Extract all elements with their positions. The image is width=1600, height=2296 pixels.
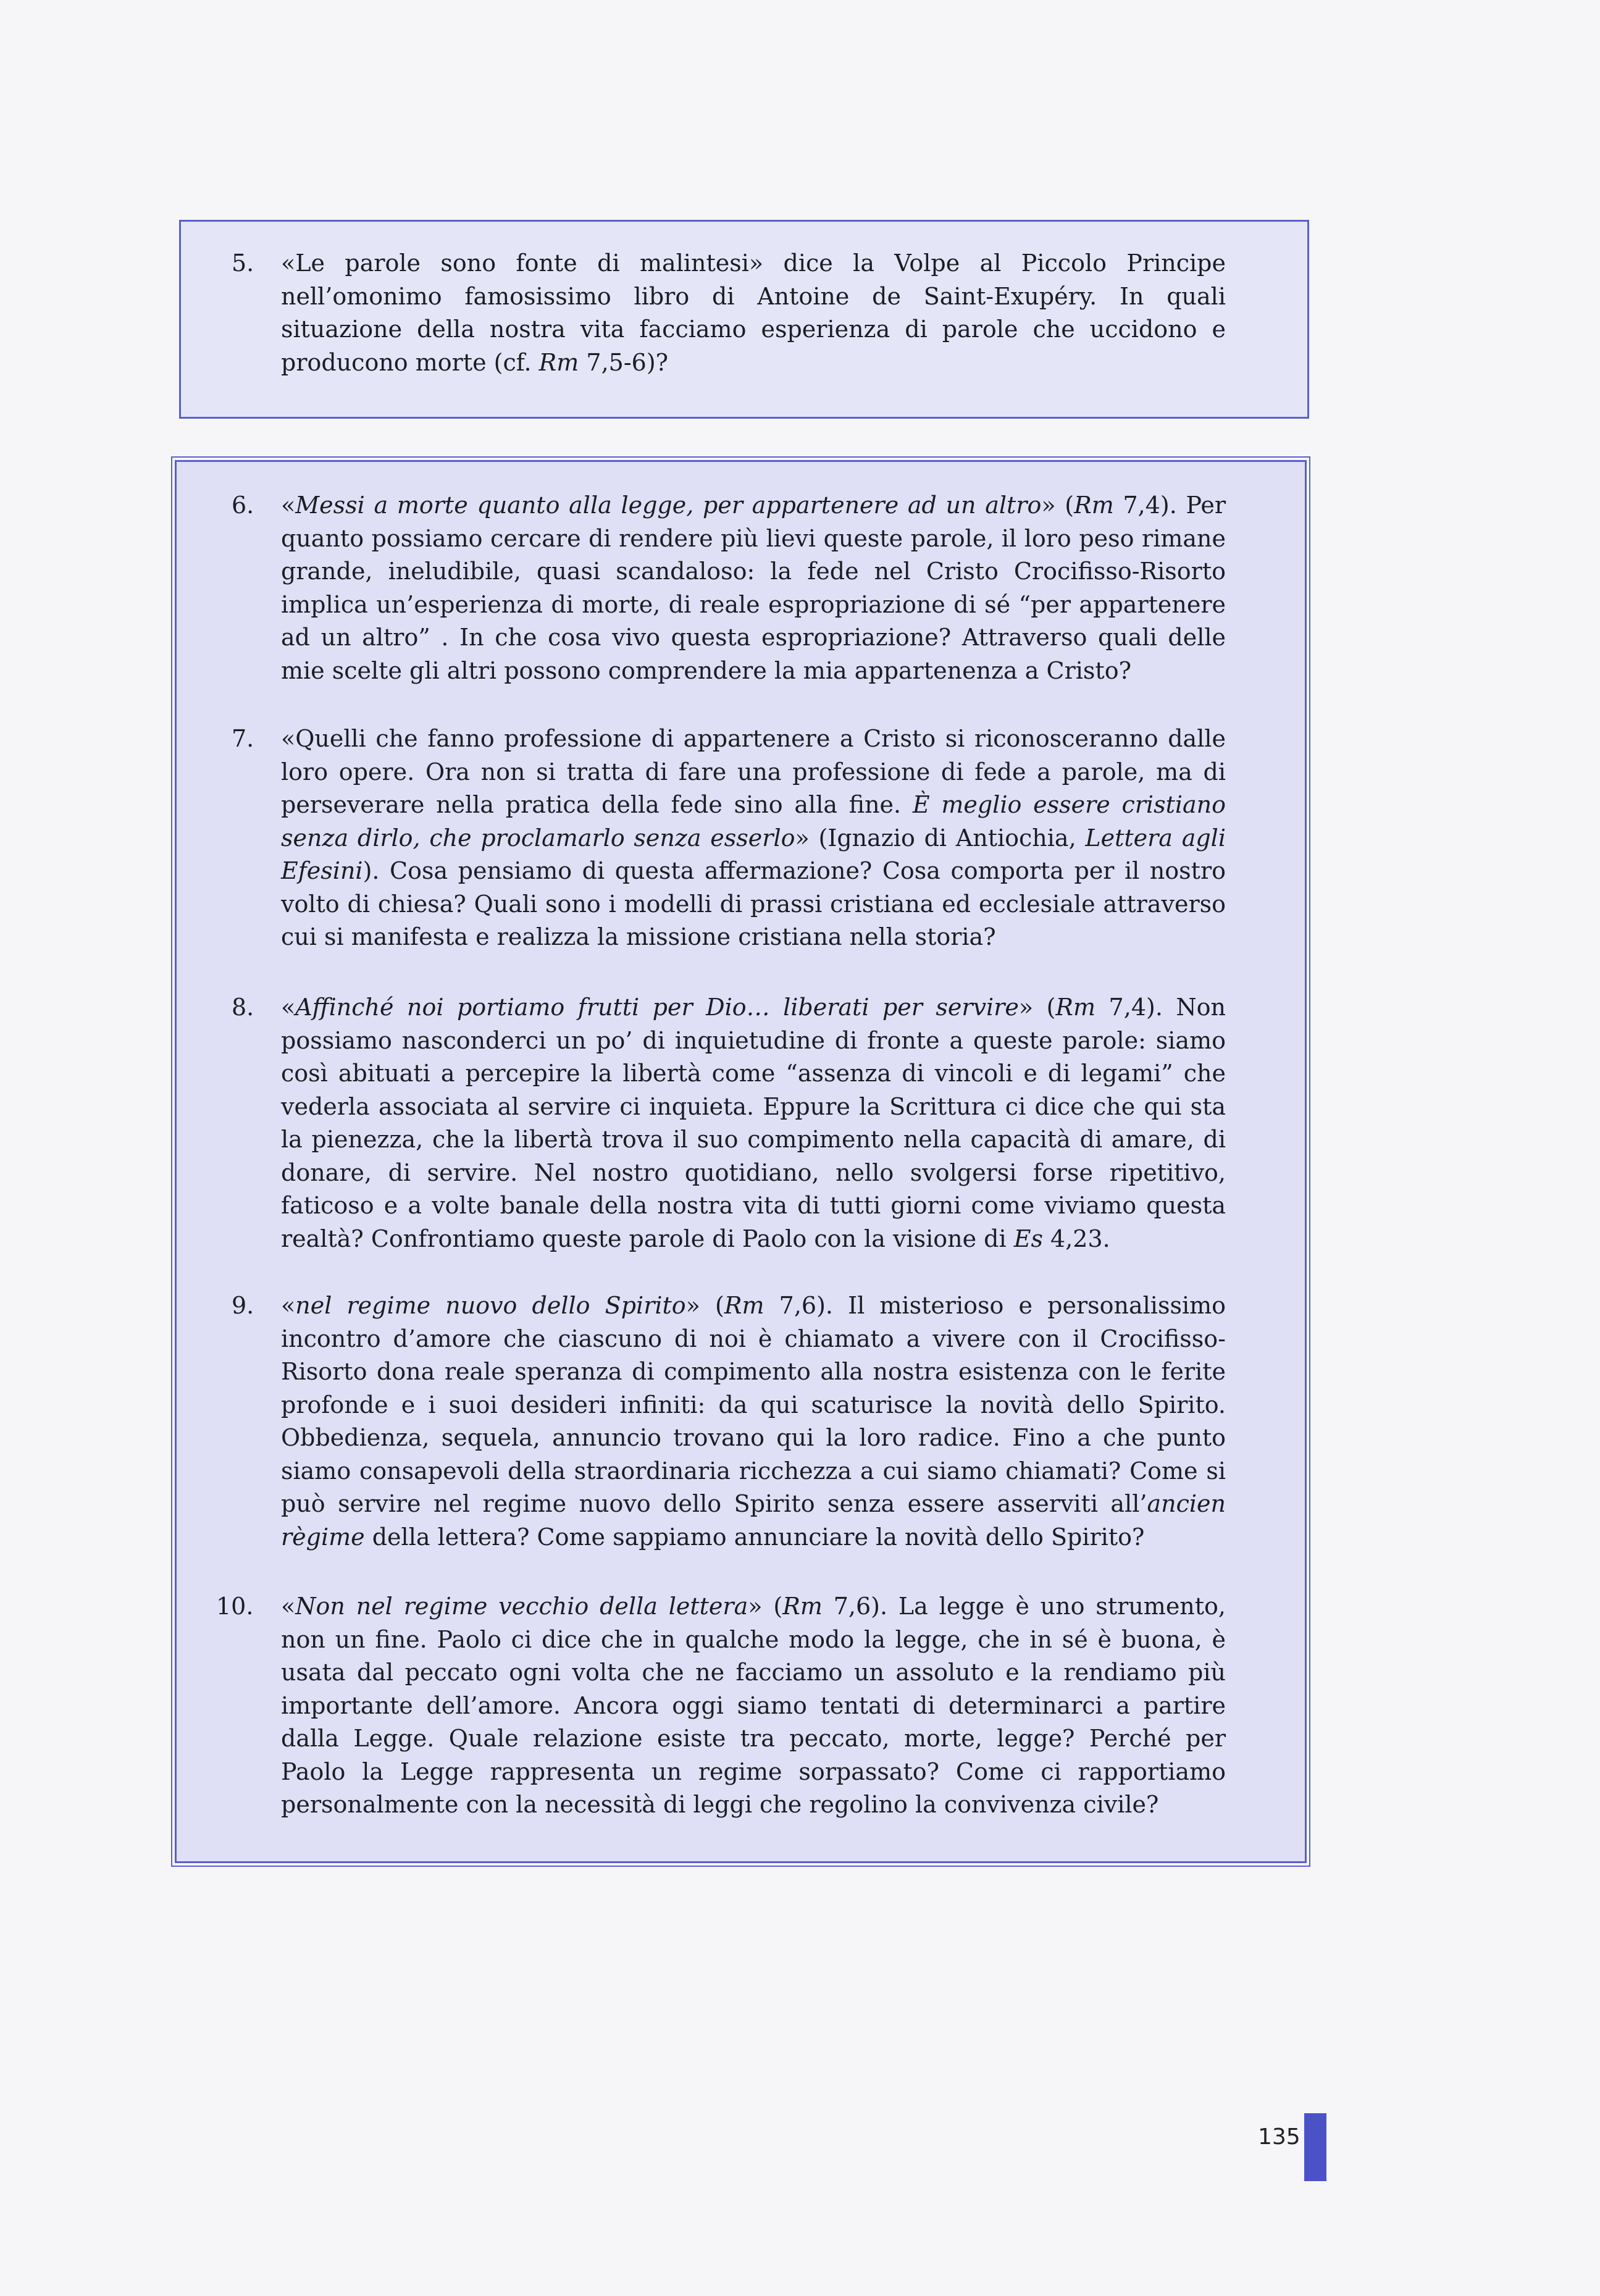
text-run: » ( <box>685 1292 724 1319</box>
text-run: ). Cosa pensiamo di questa affermazione? Cosa comporta per il nostro volto di chiesa? Quali sono i modelli di prassi cristiana ed ecclesiale attraverso cui si manifesta e realizza la missione cristiana nella storia? <box>281 857 1226 950</box>
text-run: 7,5-6)? <box>579 348 669 376</box>
question-item-6 <box>232 489 1226 687</box>
page-number: 135 <box>1258 2124 1301 2150</box>
question-item-10 <box>216 1590 1226 1822</box>
item-number: 6. <box>232 492 254 519</box>
text-run: 7,4). Non possiamo nasconderci un po’ di inquietudine di fronte a queste parole: siamo così abituati a percepire la libertà come “assenza di vincoli e di legami” che vederla associata al servire ci inquieta. Eppure la Scrittura ci dice che qui sta la pienezza, che la libertà trova il suo compimento nella capacità di amare, di donare, di servire. Nel nostro quotidiano, nello svolgersi forse ripetitivo, faticoso e a volte banale della nostra vita di tutti giorni come viviamo questa realtà? Confrontiamo queste parole di Paolo con la visione di <box>281 994 1226 1252</box>
text-run: «Quelli che fanno professione di appartenere a Cristo si riconosceranno dalle loro opere. Ora non si tratta di fare una professione di fede a parole, ma di perseverare nella pratica della fede sino alla fine. <box>281 725 1226 818</box>
italic-run: Affinché noi portiamo frutti per Dio… liberati per servire <box>295 994 1019 1021</box>
italic-run: Non nel regime vecchio della lettera <box>295 1593 748 1620</box>
page-number-marker <box>1304 2113 1326 2181</box>
text-run: « <box>281 1292 296 1319</box>
item-text <box>281 1590 1226 1822</box>
item-number: 7. <box>232 725 254 752</box>
italic-run: Lettera agli Efesini <box>281 824 1226 884</box>
item-number: 9. <box>232 1292 254 1319</box>
item-number: 5. <box>232 249 254 277</box>
italic-run: nel regime nuovo dello Spirito <box>295 1292 686 1319</box>
italic-run: Rm <box>724 1292 764 1319</box>
question-item-7 <box>232 723 1226 954</box>
text-run: 7,6). Il misterioso e personalissimo incontro d’amore che ciascuno di noi è chiamato a vivere con il Crocifisso-Risorto dona reale speranza di compimento alla nostra esistenza con le ferite profonde e i suoi desideri infiniti: da qui scaturisce la novità dello Spirito. Obbedienza, sequela, annuncio trovano qui la loro radice. Fino a che punto siamo consapevoli della straordinaria ricchezza a cui siamo chiamati? Come si può servire nel regime nuovo dello Spirito senza essere asserviti all’ <box>281 1292 1226 1517</box>
text-run: » ( <box>748 1593 783 1620</box>
text-run: « <box>281 492 296 519</box>
item-text <box>281 489 1226 687</box>
item-text <box>281 1289 1226 1554</box>
italic-run: ancien règime <box>281 1490 1226 1551</box>
item-text <box>281 723 1226 954</box>
italic-run: Es <box>1013 1225 1043 1252</box>
italic-run: Rm <box>1074 492 1114 519</box>
item-text <box>281 991 1226 1255</box>
italic-run: Rm <box>782 1593 823 1620</box>
text-run: 7,6). La legge è uno strumento, non un fine. Paolo ci dice che in qualche modo la legge, che in sé è buona, è usata dal peccato ogni volta che ne facciamo un assoluto e la rendiamo più importante dell’amore. Ancora oggi siamo tentati di determinarci a partire dalla Legge. Quale relazione esiste tra peccato, morte, legge? Perché per Paolo la Legge rappresenta un regime sorpassato? Come ci rapportiamo personalmente con la necessità di leggi che regolino la convivenza civile? <box>281 1593 1226 1818</box>
text-run: « <box>281 1593 296 1620</box>
item-number: 8. <box>232 994 254 1021</box>
question-item-8 <box>232 991 1226 1255</box>
italic-run: Rm <box>538 348 579 376</box>
question-item-5 <box>232 247 1226 379</box>
text-run: 4,23. <box>1042 1225 1110 1252</box>
italic-run: Rm <box>1055 994 1096 1021</box>
item-text <box>281 247 1226 379</box>
item-number: 10. <box>216 1593 254 1620</box>
italic-run: Messi a morte quanto alla legge, per appartenere ad un altro <box>295 492 1042 519</box>
text-run: «Le parole sono fonte di malintesi» dice la Volpe al Piccolo Principe nell’omonimo famosissimo libro di Antoine de Saint-Exupéry. In quali situazione della nostra vita facciamo esperienza di parole che uccidono e producono morte (cf. <box>281 249 1226 376</box>
text-run: » ( <box>1018 994 1056 1021</box>
text-run: » ( <box>1041 492 1074 519</box>
text-run: 7,4). Per quanto possiamo cercare di rendere più lievi queste parole, il loro peso rimane grande, ineludibile, quasi scandaloso: la fede nel Cristo Crocifisso-Risorto implica un’esperienza di morte, di reale espropriazione di sé “per appartenere ad un altro” . In che cosa vivo questa espropriazione? Attraverso quali delle mie scelte gli altri possono comprendere la mia appartenenza a Cristo? <box>281 492 1226 684</box>
text-run: della lettera? Come sappiamo annunciare la novità dello Spirito? <box>364 1523 1145 1551</box>
text-run: « <box>281 994 296 1021</box>
italic-run: È meglio essere cristiano senza dirlo, che proclamarlo senza esserlo <box>281 791 1226 852</box>
question-item-9 <box>232 1289 1226 1554</box>
text-run: » (Ignazio di Antiochia, <box>795 824 1086 852</box>
